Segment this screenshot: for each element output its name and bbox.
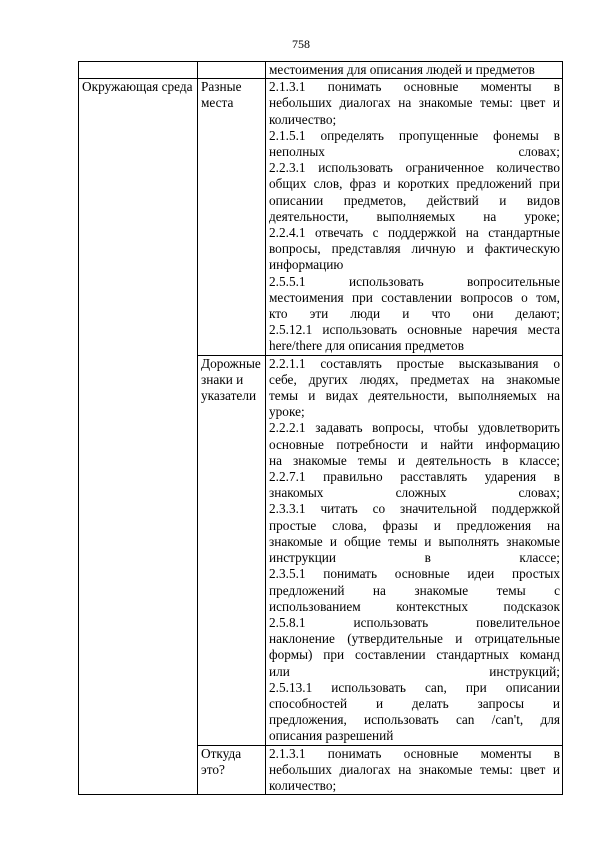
objective-line: местоимения при составлении вопросов о том, bbox=[269, 289, 560, 305]
objective-line: количество; bbox=[269, 111, 337, 127]
objective-line: себе, других людях, предметах на знакомые bbox=[269, 371, 560, 387]
objective-line: 2.2.4.1 отвечать с поддержкой на стандартные bbox=[269, 225, 560, 241]
section-cell bbox=[79, 79, 198, 795]
objective-line: формы) при составлении стандартных команд bbox=[269, 647, 560, 663]
objective-line: 2.2.7.1 правильно расставлять ударения в bbox=[269, 469, 560, 485]
objectives-list bbox=[269, 356, 560, 745]
objective-line: знакомых сложных словах; bbox=[269, 485, 560, 501]
topic-cell bbox=[198, 79, 266, 355]
objective-line: или инструкций; bbox=[269, 663, 560, 679]
objective-line: основные потребности и найти информацию bbox=[269, 436, 560, 452]
objective-line: способностей и делать запросы и bbox=[269, 695, 560, 711]
objective-line: 2.2.1.1 составлять простые высказывания о bbox=[269, 355, 560, 371]
objective-line: наклонение (утвердительные и отрицательные bbox=[269, 631, 560, 647]
objective-line: количество; bbox=[269, 777, 337, 793]
objective-line: 2.5.5.1 использовать вопросительные bbox=[269, 273, 560, 289]
objective-line: вопросы, представляя личную и фактическую bbox=[269, 241, 560, 257]
objective-line: 2.1.3.1 понимать основные моменты в bbox=[269, 79, 560, 95]
objectives-cell bbox=[266, 745, 563, 795]
objective-line: информацию bbox=[269, 257, 344, 273]
objective-line: 2.2.2.1 задавать вопросы, чтобы удовлетворить bbox=[269, 420, 560, 436]
objective-line: 2.1.5.1 определять пропущенные фонемы в bbox=[269, 127, 560, 143]
objectives-cell bbox=[266, 79, 563, 355]
objectives-cell bbox=[266, 62, 563, 79]
objective-line: неполных словах; bbox=[269, 144, 560, 160]
objective-line: предложений на знакомые темы с bbox=[269, 582, 560, 598]
topic-title: Откуда это? bbox=[201, 745, 242, 777]
topic-title: Дорожные знаки и указатели bbox=[201, 355, 261, 404]
objective-line: кто эти люди и что они делают; bbox=[269, 306, 560, 322]
objective-line: деятельности, выполняемых на уроке; bbox=[269, 208, 560, 224]
objective-line: местоимения для описания людей и предметов bbox=[269, 62, 535, 77]
table-row bbox=[79, 62, 563, 79]
objective-line: here/there для описания предметов bbox=[269, 338, 464, 354]
objective-line: темы и видах деятельности, выполняемых на bbox=[269, 388, 560, 404]
objectives-list bbox=[269, 79, 560, 354]
objective-line: простые слова, фразы и предложения на bbox=[269, 517, 560, 533]
objective-line: общих слов, фраз и коротких предложений при bbox=[269, 176, 560, 192]
objective-line: описания разрешений bbox=[269, 728, 394, 744]
objective-line: 2.5.13.1 использовать can, при описании bbox=[269, 679, 560, 695]
objective-line: описании предметов, действий и видов bbox=[269, 192, 560, 208]
topic-cell-empty bbox=[198, 62, 266, 79]
objective-line: знакомые и общие темы и выполнять знакомые bbox=[269, 533, 560, 549]
objective-line: 2.5.8.1 использовать повелительное bbox=[269, 614, 560, 630]
curriculum-table bbox=[78, 61, 563, 795]
objective-line: 2.2.3.1 использовать ограниченное количество bbox=[269, 160, 560, 176]
section-title: Окружающая среда bbox=[82, 79, 193, 95]
objectives-cell bbox=[266, 355, 563, 745]
objective-line: 2.3.3.1 читать со значительной поддержкой bbox=[269, 501, 560, 517]
objective-line: небольших диалогах на знакомые темы: цвет и bbox=[269, 761, 560, 777]
objectives-list bbox=[269, 62, 560, 78]
objective-line: использованием контекстных подсказок bbox=[269, 598, 560, 614]
objectives-list bbox=[269, 746, 560, 795]
topic-cell bbox=[198, 355, 266, 745]
objective-line: на знакомые темы и деятельность в классе; bbox=[269, 452, 560, 468]
objective-line: предложения, использовать can /can't, для bbox=[269, 712, 560, 728]
page-number: 758 bbox=[292, 37, 310, 51]
objective-line: небольших диалогах на знакомые темы: цвет и bbox=[269, 95, 560, 111]
objective-line: инструкции в классе; bbox=[269, 550, 560, 566]
section-cell-empty bbox=[79, 62, 198, 79]
objective-line: 2.1.3.1 понимать основные моменты в bbox=[269, 745, 560, 761]
topic-title: Разные места bbox=[201, 79, 242, 111]
topic-cell bbox=[198, 745, 266, 795]
objective-line: 2.3.5.1 понимать основные идеи простых bbox=[269, 566, 560, 582]
objective-line: 2.5.12.1 использовать основные наречия места bbox=[269, 322, 560, 338]
objective-line: уроке; bbox=[269, 404, 305, 420]
table-row bbox=[79, 79, 563, 355]
